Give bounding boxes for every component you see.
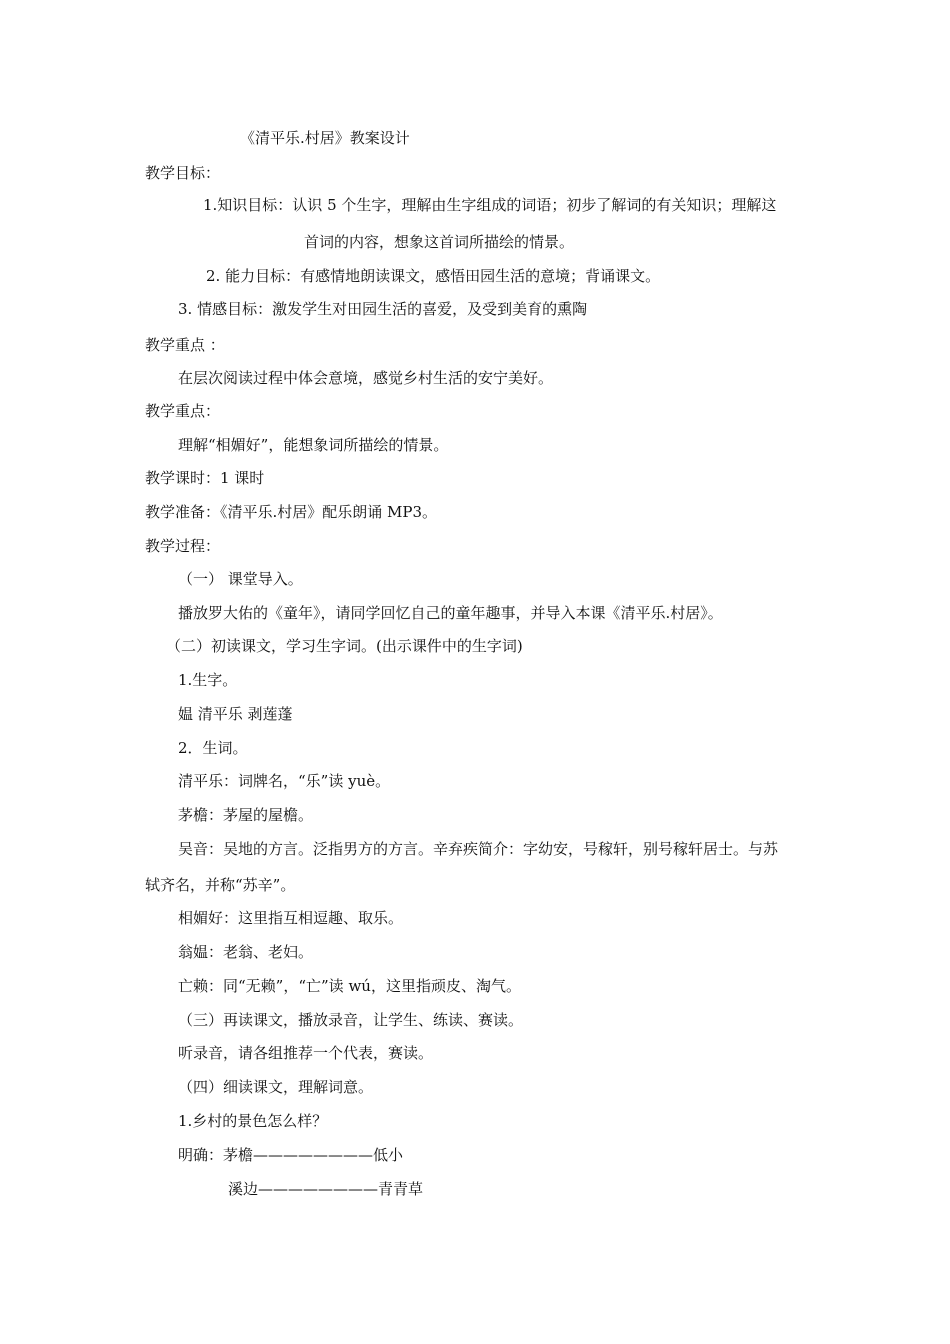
paragraph-line: 3. 情感目标：激发学生对田园生活的喜爱，及受到美育的熏陶 [178,300,588,318]
paragraph-line: 翁媪：老翁、老妇。 [178,943,314,961]
paragraph-line: 理解“相媚好”，能想象词所描绘的情景。 [178,436,449,454]
paragraph-line: 2. 能力目标：有感情地朗读课文，感悟田园生活的意境；背诵课文。 [206,267,661,285]
section-heading-key: 教学重点 ： [145,336,225,354]
section-heading-difficulty: 教学重点： [145,402,221,420]
paragraph-line: 2．生词。 [178,739,248,757]
paragraph-line: 吴音：吴地的方言。泛指男方的方言。辛弃疾简介：字幼安，号稼轩，别号稼轩居士。与苏 [178,840,779,858]
section-heading-hours: 教学课时：1 课时 [145,469,265,487]
subsection-heading: （二）初读课文，学习生字词。(出示课件中的生字词) [166,637,523,655]
paragraph-line: 明确：茅檐————————低小 [178,1146,404,1164]
section-heading-preparation: 教学准备：《清平乐.村居》配乐朗诵 MP3。 [145,503,438,521]
paragraph-line: 媪 清平乐 剥莲蓬 [178,705,293,723]
paragraph-line: 1.知识目标：认识 5 个生字，理解由生字组成的词语；初步了解词的有关知识；理解这 [203,196,777,214]
subsection-heading: （四）细读课文，理解词意。 [178,1078,374,1096]
paragraph-line: 茅檐：茅屋的屋檐。 [178,806,314,824]
document-title: 《清平乐.村居》教案设计 [240,129,410,147]
paragraph-line: 溪边————————青青草 [228,1180,424,1198]
subsection-heading: （三）再读课文，播放录音，让学生、练读、赛读。 [178,1011,524,1029]
paragraph-line: 在层次阅读过程中体会意境，感觉乡村生活的安宁美好。 [178,369,554,387]
paragraph-line: 清平乐：词牌名，“乐”读 yuè。 [178,772,391,790]
paragraph-line: 首词的内容，想象这首词所描绘的情景。 [304,233,575,251]
paragraph-line: 相媚好：这里指互相逗趣、取乐。 [178,909,404,927]
subsection-heading: （一） 课堂导入。 [178,570,303,588]
paragraph-line: 1.乡村的景色怎么样？ [178,1112,328,1130]
section-heading-process: 教学过程： [145,537,221,555]
section-heading-goals: 教学目标： [145,164,221,182]
paragraph-line: 亡赖：同“无赖”，“亡”读 wú，这里指顽皮、淘气。 [178,977,521,995]
paragraph-line: 1.生字。 [178,671,238,689]
paragraph-line: 听录音，请各组推荐一个代表，赛读。 [178,1044,434,1062]
paragraph-line: 播放罗大佑的《童年》，请同学回忆自己的童年趣事，并导入本课《清平乐.村居》。 [178,604,723,622]
paragraph-line: 轼齐名，并称“苏辛”。 [145,876,296,894]
